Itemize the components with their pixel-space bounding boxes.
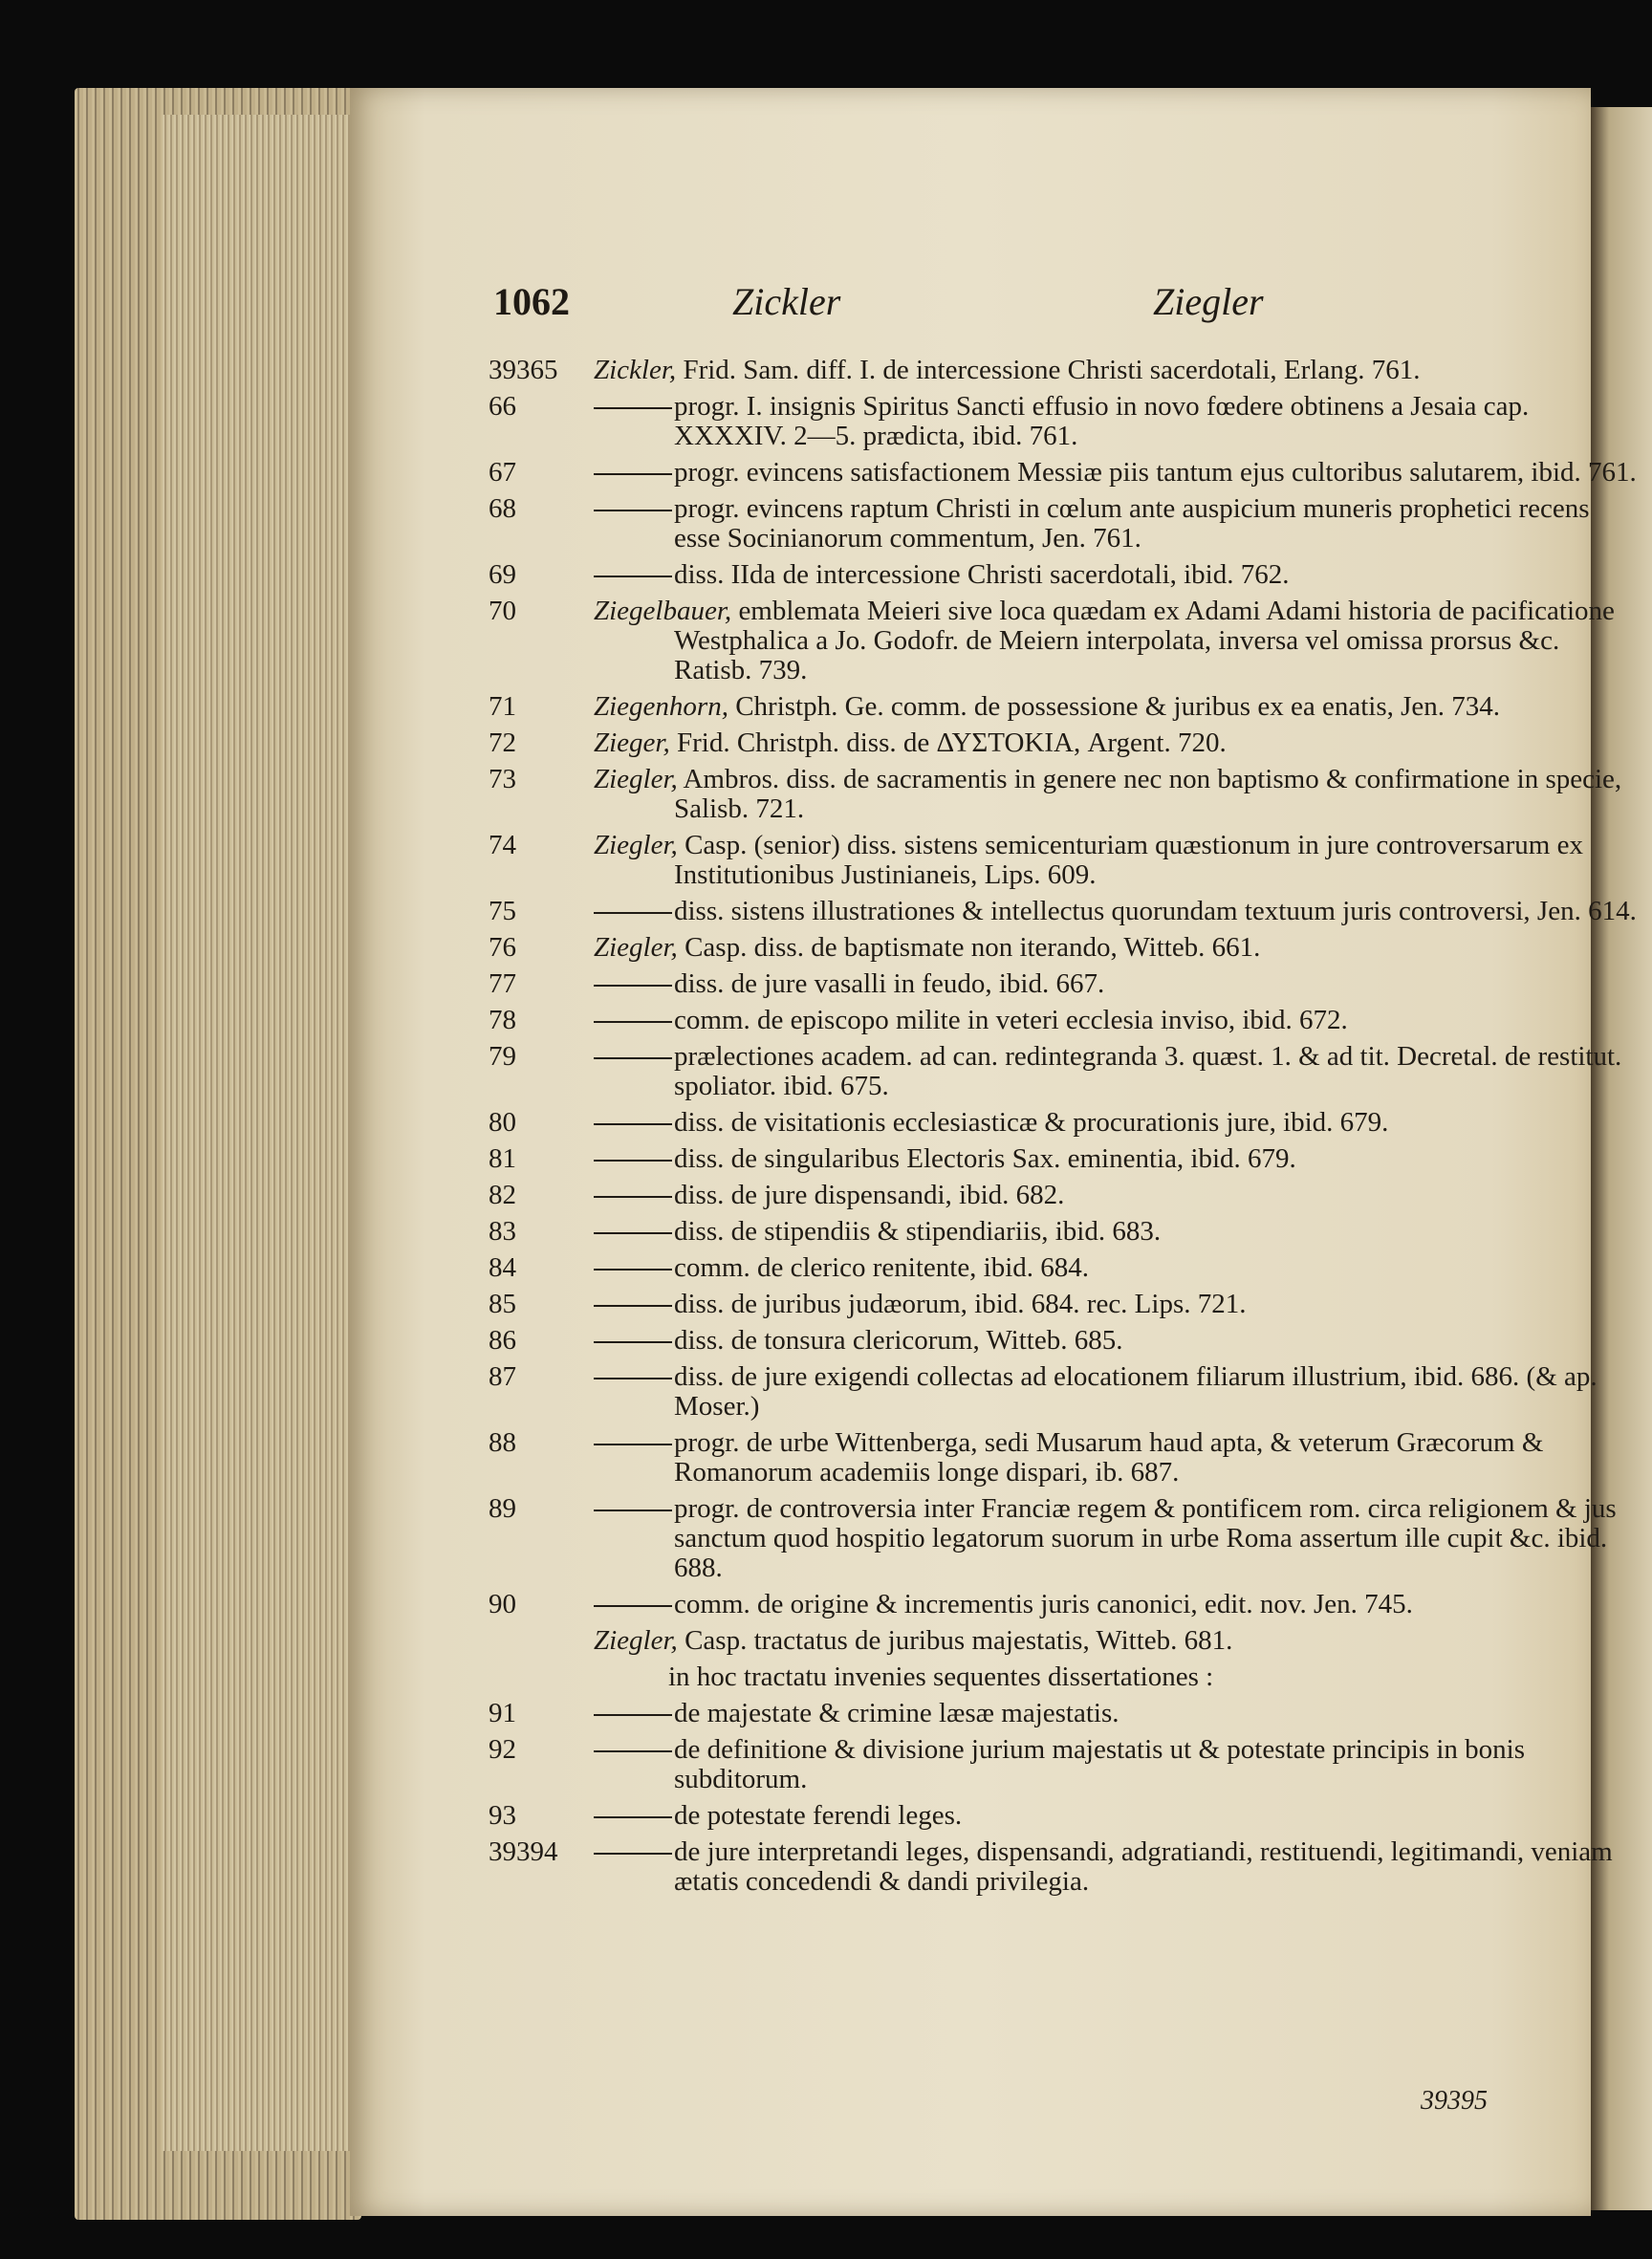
running-head-left: Zickler — [732, 280, 841, 323]
entry-number: 93 — [489, 1800, 516, 1831]
entry-body: diss. sistens illustrationes & intellectus quorundam textuum juris controversi, Jen. 614. — [674, 896, 1637, 926]
entry-body: diss. de singularibus Electoris Sax. eminentia, ibid. 679. — [674, 1143, 1296, 1174]
entry-body: Casp. diss. de baptismate non iterando, Witteb. 661. — [677, 932, 1261, 963]
list-item — [350, 1428, 1591, 1488]
ditto-dash — [594, 1714, 672, 1716]
ditto-dash — [594, 1021, 672, 1023]
entry-body: diss. de jure vasalli in feudo, ibid. 667. — [674, 968, 1105, 999]
entry-text — [594, 1006, 1640, 1035]
list-item — [350, 560, 1591, 590]
list-item — [350, 831, 1591, 890]
ditto-dash — [594, 1378, 672, 1379]
entry-text — [594, 1042, 1640, 1101]
entry-text — [594, 392, 1640, 451]
entry-text — [594, 933, 1640, 963]
ditto-dash — [594, 1196, 672, 1198]
entry-text — [594, 597, 1640, 685]
entry-number: 73 — [489, 764, 516, 794]
list-item — [350, 1493, 1617, 1583]
page-number: 1062 — [493, 280, 570, 323]
ditto-dash — [594, 985, 672, 987]
entry-number: 85 — [489, 1289, 516, 1319]
entry-number: 69 — [489, 559, 516, 590]
author-name: Ziegenhorn, — [594, 691, 728, 722]
ditto-dash — [594, 1123, 672, 1125]
entry-number: 90 — [489, 1589, 516, 1619]
entry-body: progr. evincens raptum Christi in cœlum ante auspicium muneris prophetici recens esse Socinianorum commentum, Jen. 761. — [674, 493, 1590, 554]
list-item — [350, 1217, 1591, 1247]
entry-text — [594, 1494, 1640, 1583]
entry-body: Ambros. diss. de sacramentis in genere nec non baptismo & confirmatione in specie, Salisb. 721. — [674, 764, 1622, 824]
entry-text — [594, 969, 1640, 999]
entry-number: 82 — [489, 1180, 516, 1210]
entry-text — [594, 1108, 1640, 1138]
entry-number: 76 — [489, 932, 516, 963]
list-item — [350, 728, 1591, 758]
entry-number: 84 — [489, 1252, 516, 1283]
entry-number: 68 — [489, 493, 516, 524]
list-item — [350, 1626, 1591, 1656]
catchword: 39395 — [1421, 2086, 1488, 2116]
entry-number: 71 — [489, 691, 516, 722]
entry-text — [594, 1837, 1640, 1897]
ditto-dash — [594, 1605, 672, 1607]
list-item — [350, 1801, 1591, 1831]
entry-text — [594, 728, 1640, 758]
ditto-dash — [594, 1057, 672, 1059]
book-page — [350, 88, 1637, 2216]
list-item — [350, 1006, 1591, 1035]
list-item — [350, 1041, 1622, 1101]
list-item — [350, 1836, 1613, 1897]
entry-body: progr. de urbe Wittenberga, sedi Musarum haud apta, & veterum Græcorum & Romanorum academiis longe dispari, ib. 687. — [674, 1427, 1544, 1488]
entry-text — [594, 1590, 1640, 1619]
entry-text — [594, 831, 1640, 890]
entry-body: comm. de origine & incrementis juris canonici, edit. nov. Jen. 745. — [674, 1589, 1413, 1619]
list-item — [350, 1253, 1591, 1283]
entry-text — [594, 356, 1640, 385]
entry-text — [594, 1217, 1640, 1247]
entry-text — [594, 494, 1640, 554]
entry-body: diss. de jure dispensandi, ibid. 682. — [674, 1180, 1065, 1210]
author-name: Ziegelbauer, — [594, 596, 732, 626]
entry-number: 70 — [489, 596, 516, 626]
ditto-dash — [594, 1510, 672, 1511]
entry-body: Frid. Sam. diff. I. de intercessione Christi sacerdotali, Erlang. 761. — [676, 355, 1421, 385]
list-item — [350, 457, 1637, 488]
entry-number: 79 — [489, 1041, 516, 1072]
ditto-dash — [594, 1232, 672, 1234]
entry-body: diss. de jure exigendi collectas ad elocationem filiarum illustrium, ibid. 686. (& ap. Moser.) — [674, 1361, 1598, 1422]
list-item — [350, 1326, 1591, 1356]
entry-body: in hoc tractatu invenies sequentes dissertationes : — [668, 1662, 1214, 1692]
entry-body: Casp. (senior) diss. sistens semicenturiam quæstionum in jure controversarum ex Institutionibus Justinianeis, Lips. 609. — [674, 830, 1583, 890]
ditto-dash — [594, 912, 672, 914]
ditto-dash — [594, 1160, 672, 1162]
entry-number: 91 — [489, 1698, 516, 1728]
ditto-dash — [594, 1853, 672, 1855]
entry-number: 75 — [489, 896, 516, 926]
entry-body: diss. de juribus judæorum, ibid. 684. rec. Lips. 721. — [674, 1289, 1247, 1319]
list-item — [350, 1735, 1591, 1794]
entry-body: comm. de clerico renitente, ibid. 684. — [674, 1252, 1090, 1283]
entry-body: Frid. Christph. diss. de ΔΥΣΤΟΚΙΑ, Argent. 720. — [669, 728, 1227, 758]
ditto-dash — [594, 407, 672, 409]
entry-text — [594, 1735, 1640, 1794]
entry-number: 92 — [489, 1734, 516, 1765]
list-item — [350, 896, 1637, 926]
list-item — [350, 764, 1622, 824]
list-item — [350, 356, 1591, 385]
entry-text — [594, 1362, 1640, 1422]
entry-text — [594, 897, 1640, 926]
entry-text — [594, 692, 1640, 722]
entry-text — [594, 560, 1640, 590]
running-head-right: Ziegler — [1153, 280, 1264, 323]
book-page-edges-inner — [163, 115, 354, 2151]
entry-number: 88 — [489, 1427, 516, 1458]
entry-body: de jure interpretandi leges, dispensandi, adgratiandi, restituendi, legitimandi, veniam ætatis concedendi & dandi privilegia. — [674, 1836, 1613, 1897]
author-name: Ziegler, — [594, 932, 678, 963]
list-item — [350, 1662, 1591, 1692]
entry-text — [594, 1326, 1640, 1356]
ditto-dash — [594, 1305, 672, 1307]
author-name: Ziegler, — [594, 1625, 678, 1656]
list-item — [350, 1144, 1591, 1174]
list-item — [350, 1590, 1591, 1619]
entry-text — [594, 1253, 1640, 1283]
entry-number: 86 — [489, 1325, 516, 1356]
ditto-dash — [594, 473, 672, 475]
entry-number: 87 — [489, 1361, 516, 1392]
entry-body: de definitione & divisione jurium majestatis ut & potestate principis in bonis subditorum. — [674, 1734, 1526, 1794]
entry-body: diss. de stipendiis & stipendiariis, ibid. 683. — [674, 1216, 1162, 1247]
running-header — [350, 279, 1591, 337]
entry-number: 77 — [489, 968, 516, 999]
entry-body: progr. de controversia inter Franciæ regem & pontificem rom. circa religionem & jus sanctum quod hospitio legatorum suorum in urbe Roma assertum ille cupit &c. ibid. 688. — [674, 1493, 1617, 1583]
entry-number: 72 — [489, 728, 516, 758]
list-item — [350, 1361, 1598, 1422]
entry-body: comm. de episcopo milite in veteri ecclesia inviso, ibid. 672. — [674, 1005, 1348, 1035]
entry-number: 80 — [489, 1107, 516, 1138]
entry-text — [594, 1144, 1640, 1174]
entry-body: emblemata Meieri sive loca quædam ex Adami Adami historia de pacificatione Westphalica a Jo. Godofr. de Meiern interpolata, inversa vel omissa prorsus &c. Ratisb. 739. — [674, 596, 1615, 685]
ditto-dash — [594, 1341, 672, 1343]
entry-text — [594, 765, 1640, 824]
list-item — [350, 1181, 1591, 1210]
entry-body: Casp. tractatus de juribus majestatis, Witteb. 681. — [677, 1625, 1233, 1656]
entry-text — [668, 1662, 1557, 1692]
list-item — [350, 392, 1591, 451]
entry-number: 89 — [489, 1493, 516, 1524]
author-name: Ziegler, — [594, 830, 678, 860]
entry-number: 83 — [489, 1216, 516, 1247]
entry-number: 74 — [489, 830, 516, 860]
author-name: Zieger, — [594, 728, 670, 758]
entry-body: diss. IIda de intercessione Christi sacerdotali, ibid. 762. — [674, 559, 1290, 590]
entry-body: de majestate & crimine læsæ majestatis. — [674, 1698, 1119, 1728]
list-item — [350, 1290, 1591, 1319]
ditto-dash — [594, 1816, 672, 1818]
entry-text — [594, 1699, 1640, 1728]
entry-text — [594, 1626, 1640, 1656]
entry-text — [594, 1181, 1640, 1210]
list-item — [350, 1699, 1591, 1728]
list-item — [350, 969, 1591, 999]
entry-text — [594, 458, 1640, 488]
bibliography-entries — [350, 355, 1637, 1903]
author-name: Ziegler, — [594, 764, 678, 794]
ditto-dash — [594, 1269, 672, 1271]
ditto-dash — [594, 1444, 672, 1445]
entry-body: de potestate ferendi leges. — [674, 1800, 963, 1831]
list-item — [350, 596, 1615, 685]
entry-number: 81 — [489, 1143, 516, 1174]
entry-number: 39365 — [489, 355, 558, 385]
entry-text — [594, 1290, 1640, 1319]
ditto-dash — [594, 576, 672, 577]
ditto-dash — [594, 1750, 672, 1752]
list-item — [350, 692, 1591, 722]
list-item — [350, 494, 1591, 554]
author-name: Zickler, — [594, 355, 677, 385]
entry-number: 66 — [489, 391, 516, 422]
entry-number: 67 — [489, 457, 516, 488]
entry-body: diss. de tonsura clericorum, Witteb. 685. — [674, 1325, 1123, 1356]
entry-body: progr. evincens satisfactionem Messiæ piis tantum ejus cultoribus salutarem, ibid. 761. — [674, 457, 1637, 488]
entry-body: progr. I. insignis Spiritus Sancti effusio in novo fœdere obtinens a Jesaia cap. XXXXIV. 2—5. prædicta, ibid. 761. — [674, 391, 1530, 451]
entry-text — [594, 1428, 1640, 1488]
list-item — [350, 933, 1591, 963]
entry-number: 39394 — [489, 1836, 558, 1867]
entry-number: 78 — [489, 1005, 516, 1035]
entry-body: Christph. Ge. comm. de possessione & juribus ex ea enatis, Jen. 734. — [728, 691, 1501, 722]
entry-body: diss. de visitationis ecclesiasticæ & procurationis jure, ibid. 679. — [674, 1107, 1389, 1138]
list-item — [350, 1108, 1591, 1138]
entry-body: prælectiones academ. ad can. redintegranda 3. quæst. 1. & ad tit. Decretal. de restitut. spoliator. ibid. 675. — [674, 1041, 1622, 1101]
entry-text — [594, 1801, 1640, 1831]
ditto-dash — [594, 510, 672, 511]
